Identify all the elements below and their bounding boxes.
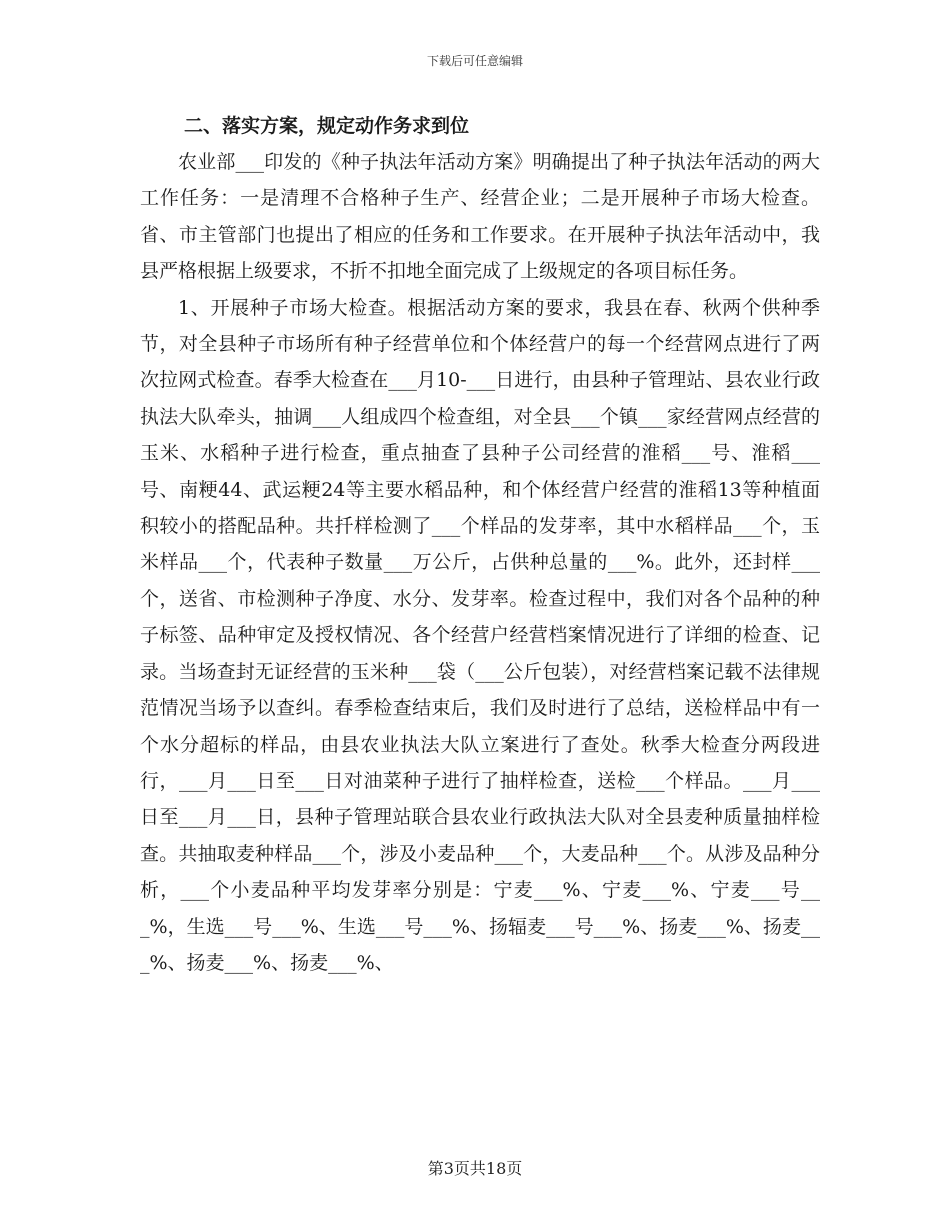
document-body — [140, 108, 820, 981]
paragraph-intro: 农业部___印发的《种子执法年活动方案》明确提出了种子执法年活动的两大工作任务：一是清理不合格种子生产、经营企业；二是开展种子市场大检查。省、市主管部门也提出了相应的任务和工作要求。在开展种子执法年活动中，我县严格根据上级要求，不折不扣地全面完成了上级规定的各项目标任务。 — [140, 151, 820, 283]
page-footer: 第3页共18页 — [427, 1159, 523, 1178]
section-heading: 二、落实方案，规定动作务求到位 — [184, 115, 470, 137]
paragraph-market-inspection: 1、开展种子市场大检查。根据活动方案的要求，我县在春、秋两个供种季节，对全县种子市场所有种子经营单位和个体经营户的每一个经营网点进行了两次拉网式检查。春季大检查在___月10-___日进行，由县种子管理站、县农业行政执法大队牵头，抽调___人组成四个检查组，对全县___个镇___家经营网点经营的玉米、水稻种子进行检查，重点抽查了县种子公司经营的淮稻___号、淮稻___号、南粳44、武运粳24等主要水稻品种，和个体经营户经营的淮稻13等种植面积较小的搭配品种。共扦样检测了___个样品的发芽率，其中水稻样品___个，玉米样品___个，代表种子数量___万公斤，占供种总量的___%。此外，还封样___个，送省、市检测种子净度、水分、发芽率。检查过程中，我们对各个品种的种子标签、品种审定及授权情况、各个经营户经营档案情况进行了详细的检查、记录。当场查封无证经营的玉米种___袋（___公斤包装），对经营档案记载不法律规范情况当场予以查纠。春季检查结束后，我们及时进行了总结，送检样品中有一个水分超标的样品，由县农业执法大队立案进行了查处。秋季大检查分两段进行，___月___日至___日对油菜种子进行了抽样检查，送检___个样品。___月___日至___月___日，县种子管理站联合县农业行政执法大队对全县麦种质量抽样检查。共抽取麦种样品___个，涉及小麦品种___个，大麦品种___个。从涉及品种分析，___个小麦品种平均发芽率分别是：宁麦___%、宁麦___%、宁麦___号___%，生选___号___%、生选___号___%、扬辐麦___号___%、扬麦___%、扬麦___%、扬麦___%、扬麦___%、 — [140, 296, 820, 974]
page-header-note: 下载后可任意编辑 — [426, 54, 523, 68]
